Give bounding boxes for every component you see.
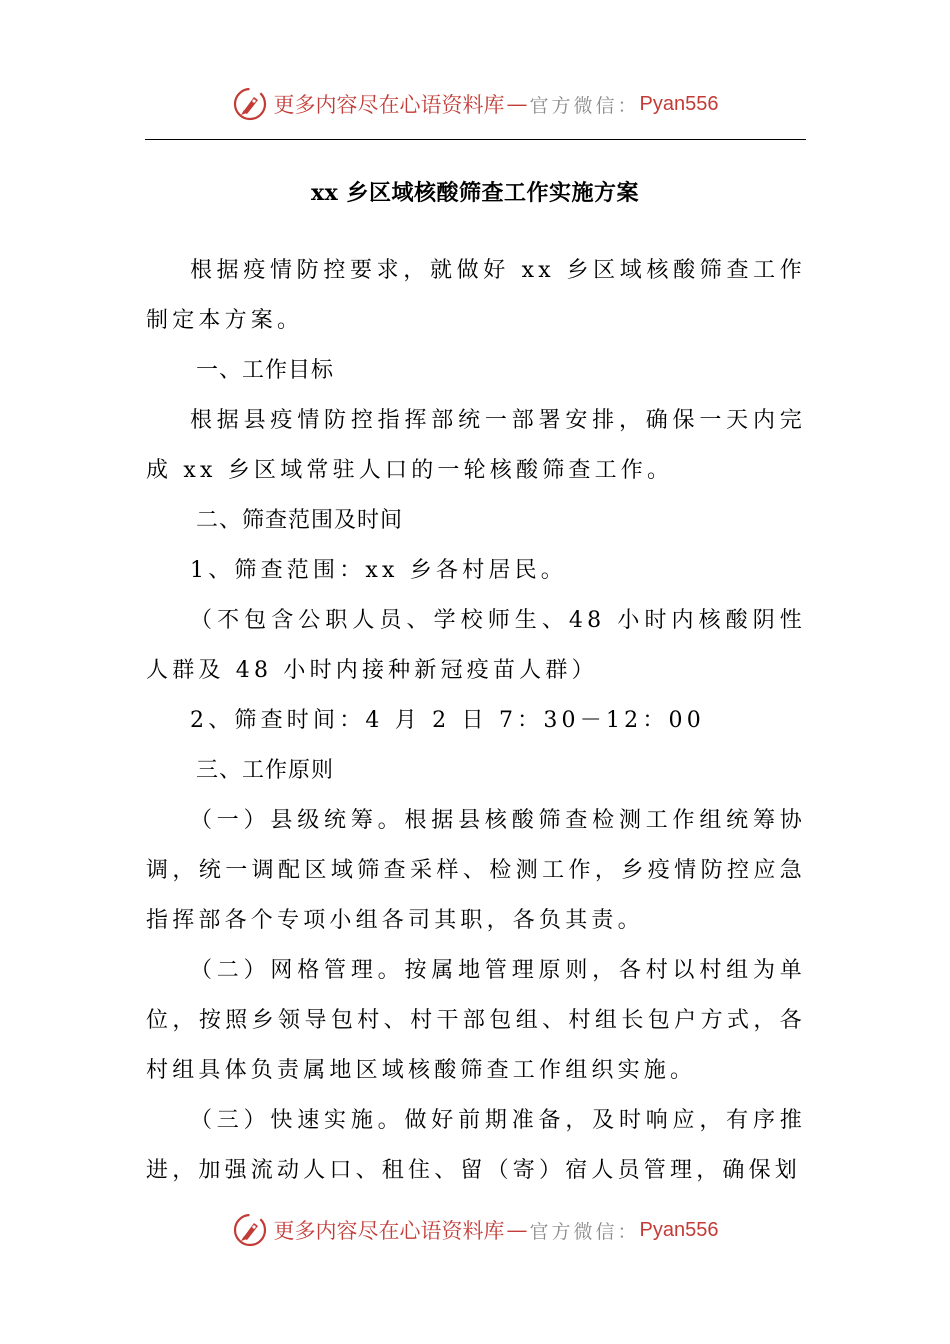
watermark-banner-bottom [0, 1206, 950, 1254]
watermark-label: 官方微信： [529, 1220, 640, 1243]
section-heading-principles: 三、工作原则 [196, 758, 335, 783]
pen-nib-logo-icon [232, 86, 268, 122]
watermark-text: 更多内容尽在心语资料库 [273, 1219, 505, 1243]
time-paragraph: 2、筛查时间：4 月 2 日 7：30－12：00 [190, 708, 705, 733]
section-heading-goal: 一、工作目标 [196, 358, 335, 383]
watermark-dash: — [506, 92, 528, 116]
exclusion-paragraph: （不包含公职人员、学校师生、48 小时内核酸阴性人群及 48 小时内接种新冠疫苗人群） [146, 608, 806, 683]
watermark-handle: Pyan556 [639, 1218, 719, 1241]
header-divider [145, 139, 806, 140]
watermark-banner-top [0, 80, 950, 128]
watermark-handle: Pyan556 [639, 92, 719, 115]
watermark-text: 更多内容尽在心语资料库 [273, 93, 505, 117]
principle-paragraph: （二）网格管理。按属地管理原则，各村以村组为单位，按照乡领导包村、村干部包组、村组长包户方式，各村组具体负责属地区域核酸筛查工作组织实施。 [146, 958, 806, 1083]
section-heading-scope-time: 二、筛查范围及时间 [196, 508, 404, 533]
principle-paragraph: （一）县级统筹。根据县核酸筛查检测工作组统筹协调，统一调配区域筛查采样、检测工作，乡疫情防控应急指挥部各个专项小组各司其职，各负其责。 [146, 808, 806, 933]
intro-paragraph: 根据疫情防控要求，就做好 xx 乡区域核酸筛查工作制定本方案。 [146, 258, 806, 333]
watermark-label: 官方微信： [529, 94, 640, 117]
pen-nib-logo-icon [232, 1212, 268, 1248]
watermark-dash: — [506, 1218, 528, 1242]
principle-paragraph: （三）快速实施。做好前期准备，及时响应，有序推进，加强流动人口、租住、留（寄）宿人员管理，确保划 [146, 1108, 806, 1183]
document-body [146, 246, 806, 1196]
scope-paragraph: 1、筛查范围：xx 乡各村居民。 [190, 558, 568, 583]
goal-paragraph: 根据县疫情防控指挥部统一部署安排，确保一天内完成 xx 乡区域常驻人口的一轮核酸筛查工作。 [146, 408, 806, 483]
document-title: xx 乡区域核酸筛查工作实施方案 [311, 180, 639, 206]
